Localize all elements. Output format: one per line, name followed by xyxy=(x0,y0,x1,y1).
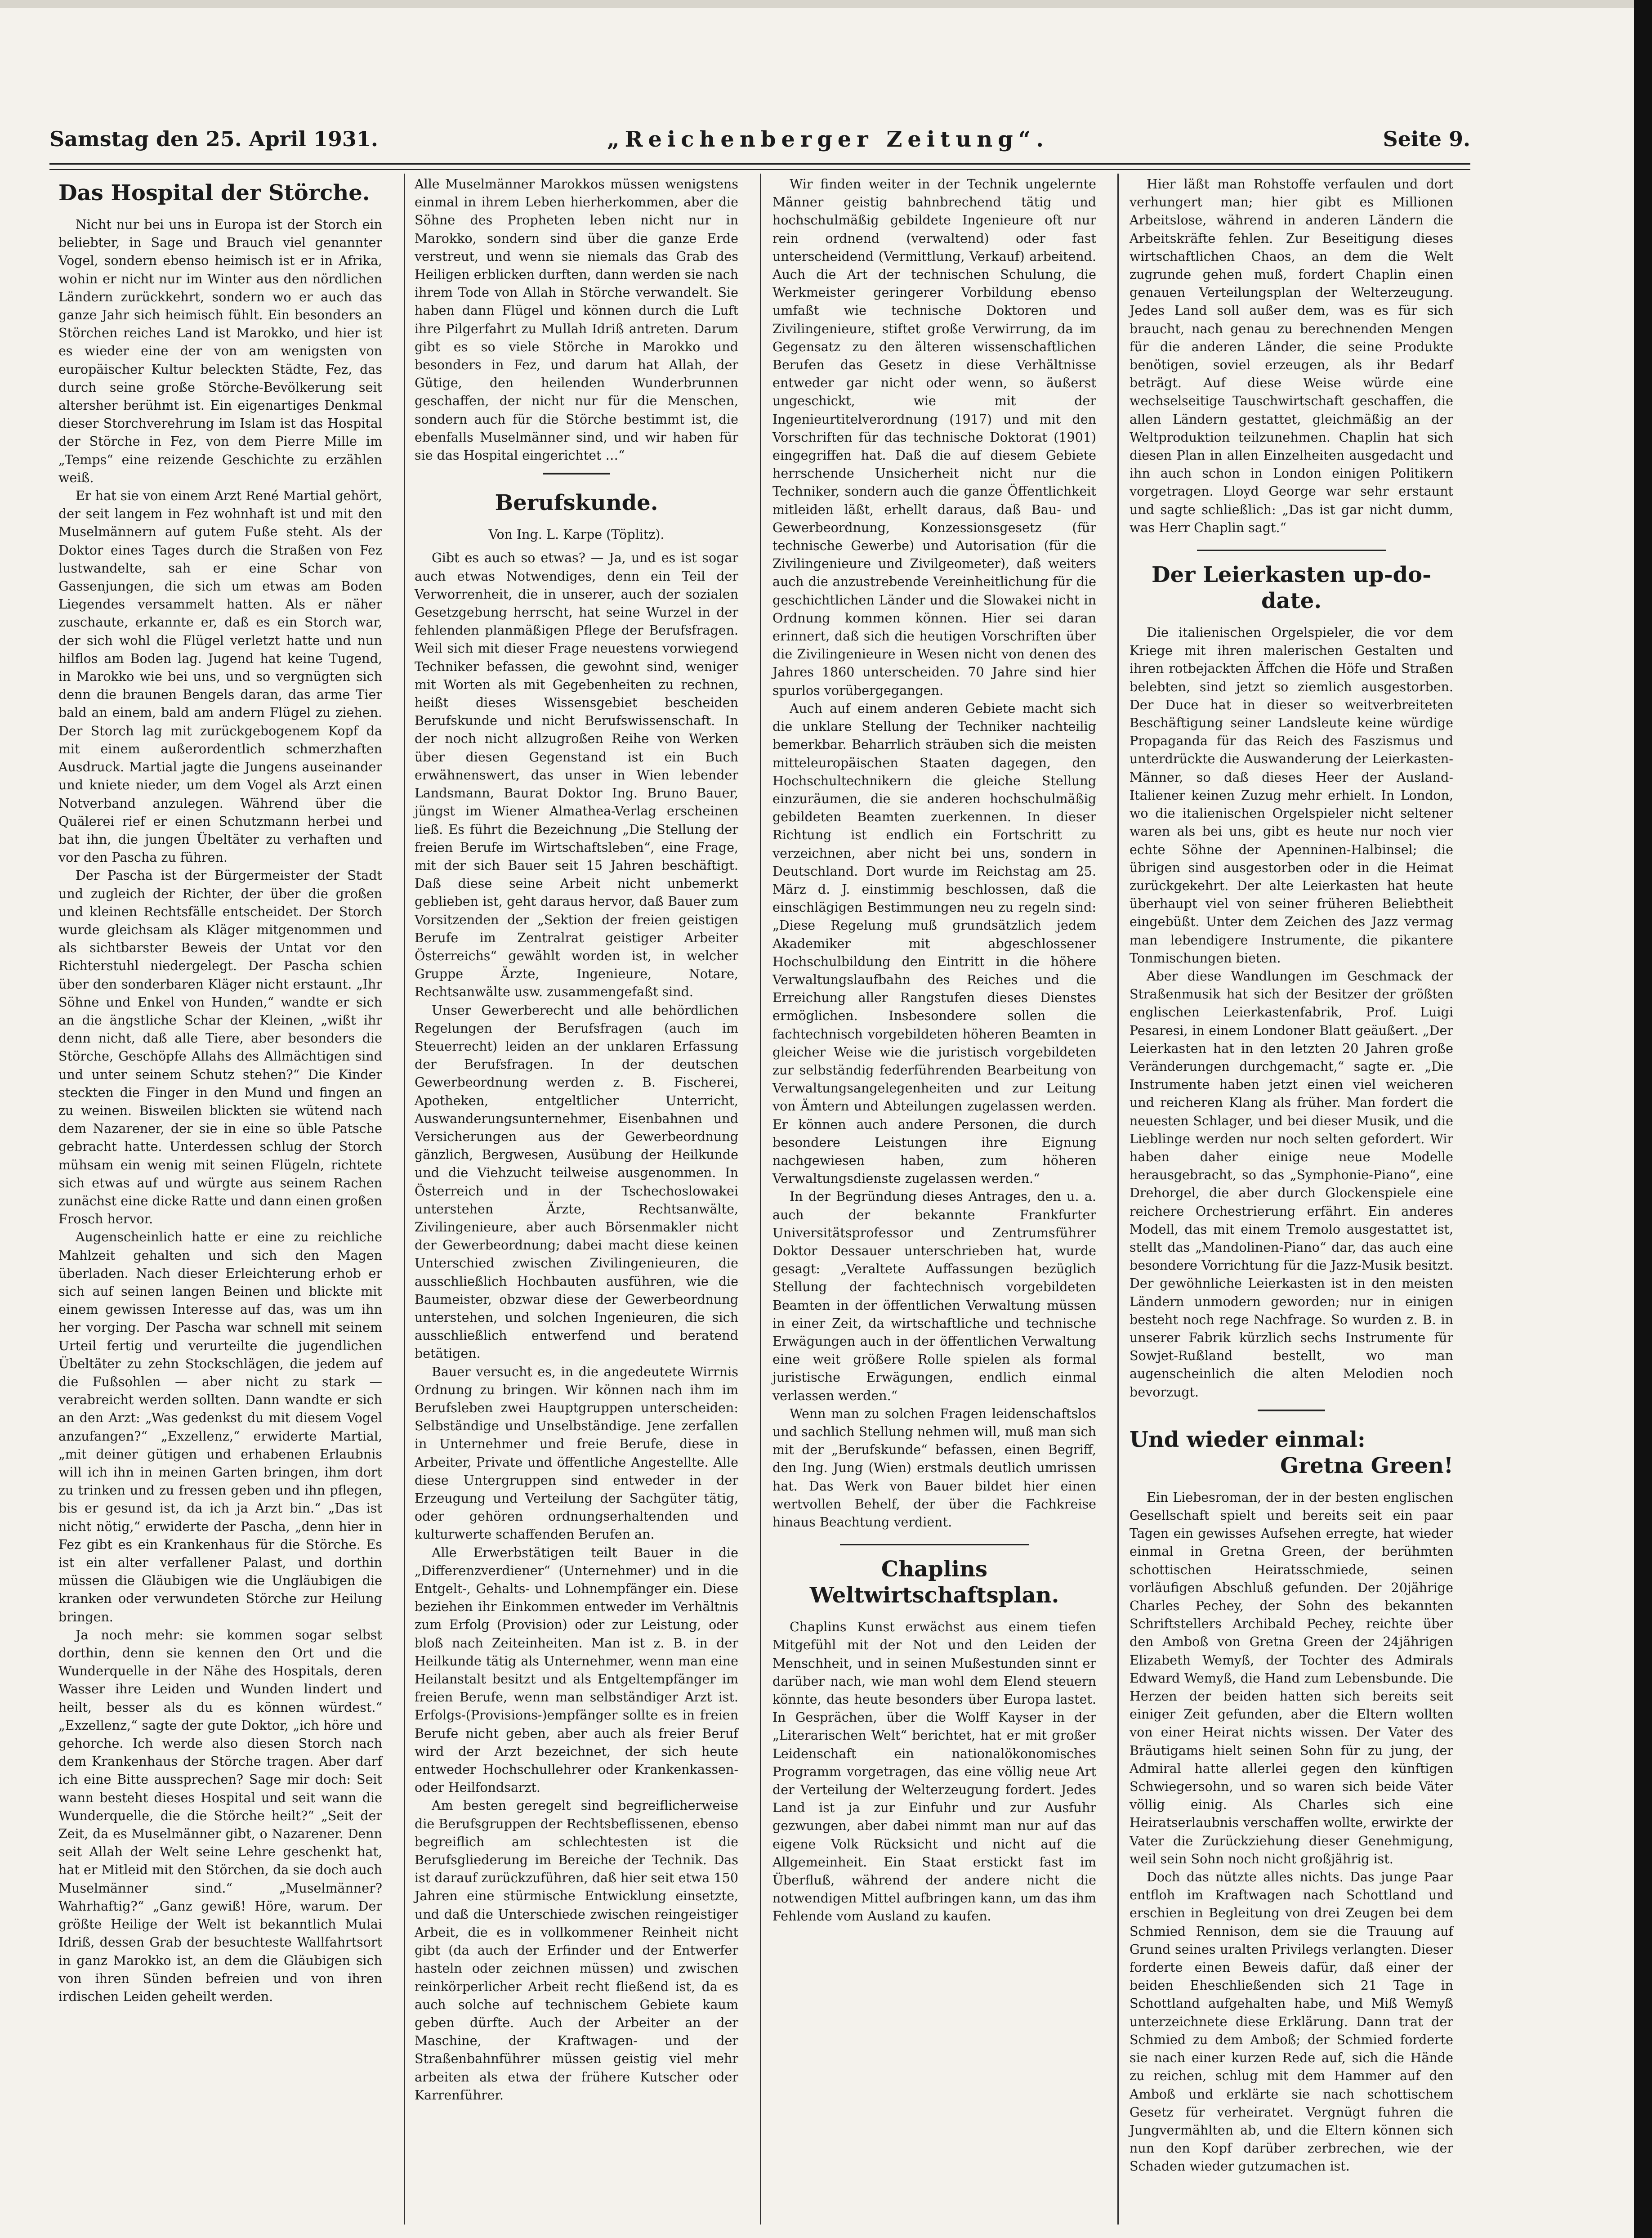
column-4 xyxy=(1130,175,1453,2176)
article-paragraph: Bauer versucht es, in die angedeutete Wirrnis Ordnung zu bringen. Wir können nach ihm im Berufsleben zwei Hauptgruppen unterscheiden: Selbständige und Unselbständige. Jene zerfallen in Unternehmer und freie Berufe, diese in Arbeiter, Private und öffentliche Angestellte. Alle diese Untergruppen sind entweder in der Erzeugung und Verteilung der Sachgüter tätig, oder gehören ordnungserhaltenden und kulturwerte schaffenden Berufen an. xyxy=(415,1364,738,1542)
scan-top-edge xyxy=(0,0,1652,8)
article-paragraph: Ein Liebesroman, der in der besten englischen Gesellschaft spielt und bereits seit ein paar Tagen ein gewisses Aufsehen erregte, hat wieder einmal in Gretna Green, der berühmten schottischen Heiratsschmiede, seinen vorläufigen Abschluß gefunden. Der 20jährige Charles Pechey, der Sohn des bekannten Schriftstellers Archibald Pechey, reichte über den Amboß von Gretna Green der 24jährigen Elizabeth Wemyß, der Tochter des Admirals Edward Wemyß, die Hand zum Lebensbunde. Die Herzen der beiden hatten sich bereits seit einiger Zeit gefunden, aber die Eltern wollten von einer Heirat nichts wissen. Der Vater des Bräutigams hielt seinen Sohn für zu jung, der Admiral hatte allerlei gegen den künftigen Schwiegersohn, und so waren sich beide Väter völlig einig. Als Charles sich eine Heiratserlaubnis verschaffen wollte, erwirkte der Vater die Zurückziehung dieser Genehmigung, weil sein Sohn noch nicht großjährig ist. xyxy=(1130,1490,1453,1866)
header-rule xyxy=(49,163,1470,170)
article-paragraph: Auch auf einem anderen Gebiete macht sich die unklare Stellung der Techniker nachteilig bemerkbar. Beharrlich sträuben sich die meisten mitteleuropäischen Staaten dagegen, den Hochschultechnikern die gleiche Stellung einzuräumen, die sie anderen hochschulmäßig gebildeten Beamten zuerkennen. In dieser Richtung ist endlich ein Fortschritt zu verzeichnen, aber nicht bei uns, sondern in Deutschland. Dort wurde im Reichstag am 25. März d. J. einstimmig beschlossen, daß die einschlägigen Bestimmungen neu zu regeln sind: „Diese Regelung muß grundsätzlich jedem Akademiker mit abgeschlossener Hochschulbildung den Eintritt in die höhere Verwaltungslaufbahn des Reiches und die Erreichung aller Rangstufen dieses Dienstes ermöglichen. Insbesondere sollen die fachtechnisch vorgebildeten höheren Beamten in gleicher Weise wie die juristisch vorgebildeten zur selbständig federführenden Bearbeitung von Verwaltungsangelegenheiten und zur Leitung von Ämtern und Abteilungen zugelassen werden. Er können auch andere Personen, die durch besondere Leistungen ihre Eignung nachgewiesen haben, zum höheren Verwaltungsdienste zugelassen werden.“ xyxy=(772,701,1096,1186)
article-title-gretna-line2: Gretna Green! xyxy=(1280,1453,1453,1478)
article-title-hospital: Das Hospital der Störche. xyxy=(58,180,370,206)
page-header xyxy=(49,127,1470,167)
article-title-gretna-line1: Und wieder einmal: xyxy=(1130,1427,1366,1452)
article-separator xyxy=(1258,1410,1325,1411)
article-paragraph: Die italienischen Orgelspieler, die vor dem Kriege mit ihren malerischen Gestalten und ihren rotbejackten Äffchen die Höfe und Straßen belebten, sind jetzt so ziemlich ausgestorben. Der Duce hat in dieser so weitverbreiteten Beschäftigung seiner Landsleute keine würdige Propaganda für das Reich des Faszismus und unterdrückte die Auswanderung der Leierkasten-Männer, so daß dieses Heer der Ausland-Italiener keinen Zuzug mehr erhielt. In London, wo die italienischen Orgelspieler nicht seltener waren als bei uns, gibt es heute nur noch vier echte Söhne der Apenninen-Halbinsel; die übrigen sind ausgestorben oder in die Heimat zurückgekehrt. Der alte Leierkasten hat heute überhaupt viel von seiner früheren Beliebtheit eingebüßt. Unter dem Zeichen des Jazz vermag man lebendigere Instrumente, die pikantere Tonmischungen bieten. xyxy=(1130,625,1453,966)
article-paragraph: Alle Muselmänner Marokkos müssen wenigstens einmal in ihrem Leben hierherkommen, aber die Söhne des Propheten leben nicht nur in Marokko, sondern sind über die ganze Erde verstreut, und wenn sie niemals das Grab des Heiligen erblicken durften, dann werden sie nach ihrem Tode von Allah in Störche verwandelt. Sie haben dann Flügel und können durch die Luft ihre Pilgerfahrt zu Mullah Idriß antreten. Darum gibt es so viele Störche in Marokko und besonders in Fez, und darum hat Allah, der Gütige, den heilenden Wunderbrunnen geschaffen, der nicht nur für die Menschen, sondern auch für die Störche bestimmt ist, die ebenfalls Muselmänner sind, und wir haben für sie das Hospital eingerichtet …“ xyxy=(415,177,738,463)
article-paragraph: Gibt es auch so etwas? — Ja, und es ist sogar auch etwas Notwendiges, denn ein Teil der Verworrenheit, die in unserer, auch der sozialen Gesetzgebung herrscht, hat seine Wurzel in der fehlenden planmäßigen Pflege der Berufsfragen. Weil sich mit dieser Frage neuestens vorwiegend Techniker befassen, die gewohnt sind, weniger mit Worten als mit Gegebenheiten zu rechnen, heißt dieses Wissensgebiet bescheiden Berufskunde und nicht Berufswissenschaft. In der noch nicht allzugroßen Reihe von Werken über diesen Gegenstand ist ein Buch erwähnenswert, das unser in Wien lebender Landsmann, Baurat Doktor Ing. Bruno Bauer, jüngst im Wiener Almathea-Verlag erscheinen ließ. Es führt die Bezeichnung „Die Stellung der freien Berufe im Wirtschaftsleben“, eine Frage, mit der sich Bauer seit 15 Jahren beschäftigt. Daß diese seine Arbeit nicht unbemerkt geblieben ist, geht daraus hervor, daß Bauer zum Vorsitzenden der „Sektion der freien geistigen Berufe im Zentralrat geistiger Arbeiter Österreichs“ gewählt worden ist, in welcher Gruppe Ärzte, Ingenieure, Notare, Rechtsanwälte usw. zusammengefaßt sind. xyxy=(415,551,738,1000)
article-paragraph: Der Pascha ist der Bürgermeister der Stadt und zugleich der Richter, der über die großen und kleinen Rechtsfälle entscheidet. Der Storch wurde gleichsam als Kläger mitgenommen und als sichtbarster Beweis der Untat vor den Richterstuhl niedergelegt. Der Pascha schien über den sonderbaren Kläger nicht erstaunt. „Ihr Söhne und Enkel von Hunden,“ wandte er sich an die ängstliche Schar der Kleinen, „wißt ihr denn nicht, daß alle Tiere, aber besonders die Störche, Geschöpfe Allahs des Allmächtigen sind und unter seinem Schutz stehen?“ Die Kinder steckten die Finger in den Mund und fingen an zu weinen. Bisweilen blickten sie wütend nach dem Nazarener, der sie in eine so üble Patsche gebracht hatte. Unterdessen schlug der Storch mühsam ein wenig mit seinen Flügeln, richtete sich etwas auf und würgte aus seinem Rachen zunächst eine dicke Ratte und dann einen großen Frosch hervor. xyxy=(58,868,382,1227)
article-byline: Von Ing. L. Karpe (Töplitz). xyxy=(488,527,665,542)
article-paragraph: Alle Erwerbstätigen teilt Bauer in die „Differenzverdiener“ (Unternehmer) und in die Entgelt-, Gehalts- und Lohnempfänger ein. Diese beziehen ihr Einkommen entweder im Verhältnis zum Erfolg (Provision) oder zur Leistung, oder bloß nach Zeiteinheiten. Man ist z. B. in der Heilkunde tätig als Unternehmer, wenn man eine Heilanstalt besitzt und als Entgeltempfänger im freien Berufe, wenn man selbständiger Arzt ist. Erfolgs-(Provisions-)empfänger sollte es in freien Berufe nicht geben, aber auch als freier Beruf wird der Arzt bezeichnet, der sich heute entweder Hochschullehrer oder Krankenkassen- oder Heilfondsarzt. xyxy=(415,1545,738,1795)
column-divider xyxy=(760,174,761,2225)
column-2 xyxy=(415,175,738,2104)
article-paragraph: Wir finden weiter in der Technik ungelernte Männer geistig bahnbrechend tätig und hochschulmäßig gebildete Ingenieure oft nur rein ordnend (verwaltend) oder fast unterscheidend (Vermittlung, Verkauf) arbeitend. Auch die Art der technischen Schulung, die Werkmeister geringerer Vorbildung ebenso umfaßt wie technische Doktoren und Zivilingenieure, stiftet große Verwirrung, da im Gegensatz zu den älteren wissenschaftlichen Berufen das Gesetz in diese Verhältnisse entweder gar nicht oder wenn, so äußerst ungeschickt, wie mit der Ingenieurtitelverordnung (1917) und mit den Vorschriften für das technische Doktorat (1901) eingegriffen hat. Daß die auf diesem Gebiete herrschende Unsicherheit nicht nur die Techniker, sondern auch die ganze Öffentlichkeit mitleiden läßt, erhellt daraus, daß Bau- und Gewerbeordnung, Konzessionsgesetz (für technische Gewerbe) und Autorisation (für die Zivilingenieure und Zivilgeometer), daß weiters auch die anzustrebende Vereinheitlichung für die geschichtlichen Länder und die Slowakei nicht in Ordnung kommen können. Hier sei daran erinnert, daß sich die heutigen Vorschriften über die Zivilingenieure in Wesen nicht von denen des Jahres 1860 unterscheiden. 70 Jahre sind hier spurlos vorübergegangen. xyxy=(772,177,1096,698)
article-paragraph: Er hat sie von einem Arzt René Martial gehört, der seit langem in Fez wohnhaft ist und mit den Muselmännern auf gutem Fuße steht. Als der Doktor eines Tages durch die Straßen von Fez lustwandelte, sah er eine Schar von Gassenjungen, die sich um etwas am Boden Liegendes versammelt hatten. Als er näher zuschaute, erkannte er, daß es ein Storch war, der sich wohl die Flügel verletzt hatte und nun hilflos am Boden lag. Jugend hat keine Tugend, in Marokko wie bei uns, und so vergnügten sich denn die braunen Bengels daran, das arme Tier bald an einem, bald am andern Flügel zu ziehen. Der Storch lag mit zurückgebogenem Kopf da mit einem außerordentlich schmerzhaften Ausdruck. Martial jagte die Jungens auseinander und kniete nieder, um dem Vogel als Arzt einen Notverband anzulegen. Während über die Quälerei rief er einen Schutzmann herbei und bat ihn, die jungen Übeltäter zu verhaften und vor den Pascha zu führen. xyxy=(58,488,382,865)
article-separator xyxy=(1197,550,1386,551)
page-number: Seite 9. xyxy=(1383,127,1470,151)
article-separator xyxy=(840,1544,1029,1545)
column-1 xyxy=(58,175,382,2006)
article-paragraph: Ja noch mehr: sie kommen sogar selbst dorthin, denn sie kennen den Ort und die Wunderquelle in der Nähe des Hospitals, deren Wasser ihre Leiden und Wunden lindert und heilt, besser als du es können würdest.“ „Exzellenz,“ sagte der gute Doktor, „ich höre und gehorche. Ich werde also diesen Storch nach dem Krankenhaus der Störche tragen. Aber darf ich eine Bitte aussprechen? Sage mir doch: Seit wann besteht dieses Hospital und seit wann die Wunderquelle, die die Störche heilt?“ „Seit der Zeit, da es Muselmänner gibt, o Nazarener. Denn seit Allah der Welt seine Lehre geschenkt hat, hat er Mitleid mit den Störchen, da sie doch auch Muselmänner sind.“ „Muselmänner? Wahrhaftig?“ „Ganz gewiß! Höre, warum. Der größte Heilige der Welt ist bekanntlich Mulai Idriß, dessen Grab der besuchteste Wallfahrtsort in ganz Marokko ist, an dem die Gläubigen sich von ihren Sünden befreien und von ihren irdischen Leiden geheilt werden. xyxy=(58,1627,382,2004)
article-separator xyxy=(543,473,610,474)
article-paragraph: Augenscheinlich hatte er eine zu reichliche Mahlzeit gehalten und sich den Magen überladen. Nach dieser Erleichterung erhob er sich auf seinen langen Beinen und blickte mit einem gewissen Interesse auf das, was um ihn her vorging. Der Pascha war schnell mit seinem Urteil fertig und verurteilte die jugendlichen Übeltäter zu zehn Stockschlägen, die jedem auf die Fußsohlen — aber nicht zu stark — verabreicht werden sollten. Dann wandte er sich an den Arzt: „Was gedenkst du mit diesem Vogel anzufangen?“ „Exzellenz,“ erwiderte Martial, „mit deiner gütigen und erhabenen Erlaubnis will ich ihn in meinen Garten bringen, ihm dort zu trinken und zu fressen geben und ihn pflegen, bis er gesund ist, da ich ja Arzt bin.“ „Das ist nicht nötig,“ erwiderte der Pascha, „denn hier in Fez gibt es ein Krankenhaus für die Störche. Es ist ein alter verfallener Palast, und dorthin müssen die Gläubigen wie die Ungläubigen die kranken oder verwundeten Störche zur Heilung bringen. xyxy=(58,1230,382,1625)
scan-right-edge xyxy=(1634,0,1652,2238)
article-paragraph: Wenn man zu solchen Fragen leidenschaftslos und sachlich Stellung nehmen will, muß man sich mit der „Berufskunde“ befassen, einen Begriff, den Ing. Jung (Wien) erstmals deutlich umrissen hat. Das Werk von Bauer bildet hier einen wertvollen Behelf, der über die Fachkreise hinaus Beachtung verdient. xyxy=(772,1406,1096,1530)
article-paragraph: Aber diese Wandlungen im Geschmack der Straßenmusik hat sich der Besitzer der größten englischen Leierkastenfabrik, Prof. Luigi Pesaresi, in einem Londoner Blatt geäußert. „Der Leierkasten hat in den letzten 20 Jahren große Veränderungen durchgemacht,“ sagte er. „Die Instrumente haben jetzt einen viel weicheren und reicheren Klang als früher. Man fordert die neuesten Schlager, und bei dieser Musik, und die Lieblinge werden nur noch selten gefordert. Wir haben daher einige neue Modelle herausgebracht, so das „Symphonie-Piano“, eine Drehorgel, die aber durch Glockenspiele eine reichere Orchestrierung erfährt. Ein anderes Modell, das mit einem Tremolo ausgestattet ist, stellt das „Mandolinen-Piano“ dar, das auch eine besondere Vorrichtung für die Jazz-Musik besitzt. Der gewöhnliche Leierkasten ist in den meisten Ländern unmodern geworden; nur in einigen besteht noch rege Nachfrage. So wurden z. B. in unserer Fabrik kürzlich sechs Instrumente für Sowjet-Rußland bestellt, wo man augenscheinlich die alten Melodien noch bevorzugt. xyxy=(1130,968,1453,1400)
issue-date: Samstag den 25. April 1931. xyxy=(49,127,378,151)
article-paragraph: Unser Gewerberecht und alle behördlichen Regelungen der Berufsfragen (auch im Steuerrecht) leiden an der unklaren Erfassung der Berufsfragen. In der deutschen Gewerbeordnung werden z. B. Fischerei, Apotheken, entgeltlicher Unterricht, Auswanderungsunternehmer, Eisenbahnen und Versicherungen aus der Gewerbeordnung gänzlich, Bergwesen, Ausübung der Heilkunde und die Viehzucht teilweise ausgenommen. In Österreich und in der Tschechoslowakei unterstehen Ärzte, Rechtsanwälte, Zivilingenieure, aber auch Börsenmakler nicht der Gewerbeordnung; dabei macht diese keinen Unterschied zwischen Zivilingenieuren, die ausschließlich Hochbauten ausführen, wie die Baumeister, obzwar diese der Gewerbeordnung unterstehen, und solchen Ingenieuren, die sich ausschließlich entwerfend und beratend betätigen. xyxy=(415,1003,738,1361)
article-paragraph: Nicht nur bei uns in Europa ist der Storch ein beliebter, in Sage und Brauch viel genannter Vogel, sondern ebenso heimisch ist er in Afrika, wohin er nicht nur im Winter aus den nördlichen Ländern zurückkehrt, sondern wo er auch das ganze Jahr sich heimisch fühlt. Ein besonders an Störchen reiches Land ist Marokko, und hier ist es wieder eine der von am wenigsten von europäischer Kultur beleckten Städte, Fez, das durch seine große Störche-Bevölkerung seit altersher berühmt ist. Ein eigenartiges Denkmal dieser Storchverehrung im Islam ist das Hospital der Störche in Fez, von dem Pierre Mille im „Temps“ eine reizende Geschichte zu erzählen weiß. xyxy=(58,217,382,485)
article-title-leierkasten: Der Leierkasten up-do-date. xyxy=(1151,562,1432,614)
article-title-berufskunde: Berufskunde. xyxy=(495,490,658,516)
article-paragraph: Hier läßt man Rohstoffe verfaulen und dort verhungert man; hier gibt es Millionen Arbeitslose, während in anderen Ländern die Arbeitskräfte fehlen. Zur Beseitigung dieses wirtschaftlichen Chaos, an dem die Welt zugrunde gehen muß, fordert Chaplin einen genauen Verteilungsplan der Welterzeugung. Jedes Land soll außer dem, was es für sich braucht, nach genau zu berechnenden Mengen für die anderen Länder, die seine Produkte benötigen, soviel erzeugen, als ihr Bedarf beträgt. Auf diese Weise würde eine wechselseitige Tauschwirtschaft geschaffen, die allen Ländern gestattet, gleichmäßig an der Weltproduktion teilzunehmen. Chaplin hat sich diesen Plan in allen Einzelheiten ausgedacht und ihn auch schon in London einigen Politikern vorgetragen. Lloyd George war sehr erstaunt und sagte schließlich: „Das ist gar nicht dumm, was Herr Chaplin sagt.“ xyxy=(1130,177,1453,535)
article-title-chaplin: Chaplins Weltwirtschaftsplan. xyxy=(809,1557,1059,1608)
column-3 xyxy=(772,175,1096,1926)
column-divider xyxy=(1117,174,1119,2225)
article-paragraph: Am besten geregelt sind begreiflicherweise die Berufsgruppen der Rechtsbeflissenen, ebenso begreiflich am schlechtesten ist die Berufsgliederung im Bereiche der Technik. Das ist darauf zurückzuführen, daß hier seit etwa 150 Jahren eine stürmische Entwicklung einsetzte, und daß die Unterschiede zwischen reingeistiger Arbeit, die es in vollkommener Reinheit nicht gibt (da auch der Erfinder und der Entwerfer hasteln oder zeichnen müssen) und zwischen reinkörperlicher Arbeit recht fließend ist, da es auch solche auf technischem Gebiete kaum geben dürfte. Auch der Arbeiter an der Maschine, der Kraftwagen- und der Straßenbahnführer müssen geistig viel mehr arbeiten als etwa der frühere Kutscher oder Karrenführer. xyxy=(415,1798,738,2103)
article-paragraph: Chaplins Kunst erwächst aus einem tiefen Mitgefühl mit der Not und den Leiden der Menschheit, und in seinen Mußestunden sinnt er darüber nach, wie man wohl dem Elend steuern könnte, das heute besonders über Europa lastet. In Gesprächen, über die Wolff Kayser in der „Literarischen Welt“ berichtet, hat er mit großer Leidenschaft ein nationalökonomisches Programm vorgetragen, das eine völlig neue Art der Verteilung der Welterzeugung fordert. Jedes Land ist ja zur Einfuhr und zur Ausfuhr gezwungen, aber dabei nimmt man nur auf das eigene Volk Rücksicht und nicht auf die Allgemeinheit. Ein Staat erstickt fast im Überfluß, während der andere nicht die notwendigen Mittel aufbringen kann, um das ihm Fehlende vom Ausland zu kaufen. xyxy=(772,1620,1096,1924)
column-divider xyxy=(404,174,405,2225)
article-paragraph: Doch das nützte alles nichts. Das junge Paar entfloh im Kraftwagen nach Schottland und erschien in Begleitung von drei Zeugen bei dem Schmied Rennison, dem sie die Trauung auf Grund seines uralten Privilegs verlangten. Dieser forderte einen Beweis dafür, daß einer der beiden Eheschließenden sich 21 Tage in Schottland aufgehalten habe, und Miß Wemyß unterzeichnete diese Erklärung. Dann trat der Schmied zu dem Amboß; der Schmied forderte sie nach einer kurzen Rede auf, sich die Hände zu reichen, schlug mit dem Hammer auf den Amboß und erklärte sie nach schottischem Gesetz für verheiratet. Vergnügt fuhren die Jungvermählten ab, und die Eltern können sich nun den Kopf darüber zerbrechen, wie der Schaden wieder gutzumachen ist. xyxy=(1130,1870,1453,2174)
newspaper-title: „Reichenberger Zeitung“. xyxy=(607,127,1049,152)
article-paragraph: In der Begründung dieses Antrages, den u. a. auch der bekannte Frankfurter Universitätsprofessor und Zentrumsführer Doktor Dessauer unterschrieben hat, wurde gesagt: „Veraltete Auffassungen bezüglich Stellung der fachtechnisch vorgebildeten Beamten in der öffentlichen Verwaltung müssen in einer Zeit, da wirtschaftliche und technische Erwägungen auch in der öffentlichen Verwaltung eine weit größere Rolle spielen als formal juristische Erwägungen, endlich einmal verlassen werden.“ xyxy=(772,1189,1096,1403)
